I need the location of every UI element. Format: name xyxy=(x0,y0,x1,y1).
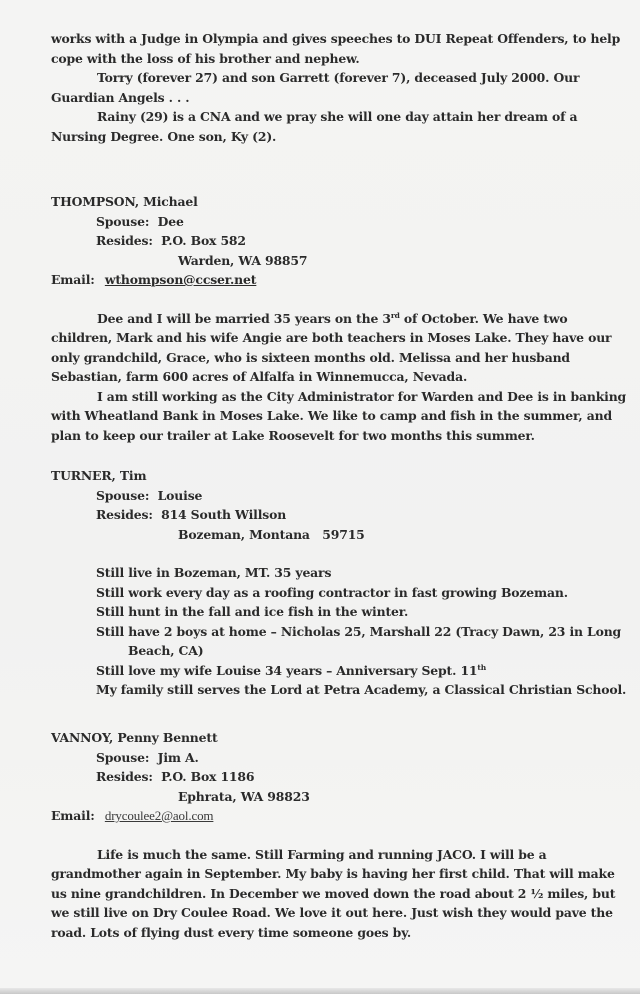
list-item: Still live in Bozeman, MT. 35 years xyxy=(96,565,332,580)
entry-name: THOMPSON, Michael xyxy=(51,194,198,209)
email-link[interactable]: drycoulee2@aol.com xyxy=(104,808,214,823)
entry-turner xyxy=(51,466,631,700)
email-label: Email: xyxy=(51,808,95,823)
body-paragraph: I am still working as the City Administrator for Warden and Dee is in banking with Wheatland Bank in Moses Lake. We like to camp and fish in the summer, and plan to keep our trailer at Lake Roosevelt for two months this summer. xyxy=(51,388,627,443)
list-item: Still hunt in the fall and ice fish in the winter. xyxy=(96,604,409,619)
email-label: Email: xyxy=(51,272,95,287)
update-list xyxy=(96,563,631,700)
address-line1: P.O. Box 1186 xyxy=(161,769,255,784)
intro-paragraph: works with a Judge in Olympia and gives speeches to DUI Repeat Offenders, to help cope with the loss of his brother and nephew. xyxy=(51,31,621,66)
spouse-label: Spouse: xyxy=(96,213,150,229)
spouse-value: Louise xyxy=(157,487,203,503)
address-line1: 814 South Willson xyxy=(161,507,287,522)
intro-section xyxy=(51,29,631,146)
address-line2: Bozeman, Montana 59715 xyxy=(178,526,365,542)
page-bottom-edge xyxy=(0,988,640,994)
body-paragraph xyxy=(51,309,631,387)
address-line2: Ephrata, WA 98823 xyxy=(178,788,310,804)
address-line1: P.O. Box 582 xyxy=(161,233,246,248)
resides-label: Resides: xyxy=(96,507,153,522)
spouse-field xyxy=(96,748,631,768)
entry-thompson xyxy=(51,192,631,445)
spouse-value: Jim A. xyxy=(157,749,199,765)
resides-field xyxy=(96,505,631,525)
spouse-value: Dee xyxy=(157,213,184,229)
spouse-label: Spouse: xyxy=(96,749,150,765)
resides-field xyxy=(96,767,631,787)
list-item xyxy=(96,661,631,681)
email-link[interactable]: wthompson@ccser.net xyxy=(104,272,257,287)
list-item: Still have 2 boys at home – Nicholas 25, Marshall 22 (Tracy Dawn, 23 in Long Beach, CA) xyxy=(96,623,622,658)
resides-label: Resides: xyxy=(96,769,153,784)
paragraph-text: Dee and I will be married 35 years on the 3 xyxy=(97,310,391,326)
ordinal-suffix: rd xyxy=(390,310,400,320)
paragraph-text: of October. We have two children, Mark and his wife Angie are both teachers in Moses Lake. They have our only grandchild, Grace, who is sixteen months old. Melissa and her husband Sebastian, farm 600 acres of Alfalfa in Winnemucca, Nevada. xyxy=(51,310,612,384)
entry-name: VANNOY, Penny Bennett xyxy=(51,730,218,745)
entry-vannoy xyxy=(51,728,631,942)
list-item-text: Still love my wife Louise 34 years – Anniversary Sept. 11 xyxy=(96,662,478,678)
address-line2: Warden, WA 98857 xyxy=(178,252,308,268)
spouse-field xyxy=(96,486,631,506)
intro-paragraph: Torry (forever 27) and son Garrett (forever 7), deceased July 2000. Our Guardian Angels . . . xyxy=(51,70,580,105)
spouse-field xyxy=(96,212,631,232)
list-item: My family still serves the Lord at Petra Academy, a Classical Christian School. xyxy=(96,682,627,697)
ordinal-suffix: th xyxy=(477,662,487,672)
email-field xyxy=(51,806,631,826)
body-paragraph: Life is much the same. Still Farming and running JACO. I will be a grandmother again in September. My baby is having her first child. That will make us nine grandchildren. In December we moved down the road about 2 ½ miles, but we still live on Dry Coulee Road. We love it out here. Just wish they would pave the road. Lots of flying dust every time someone goes by. xyxy=(51,846,616,940)
email-field xyxy=(51,270,631,290)
resides-label: Resides: xyxy=(96,233,153,248)
entry-name: TURNER, Tim xyxy=(51,468,147,483)
intro-paragraph: Rainy (29) is a CNA and we pray she will one day attain her dream of a Nursing Degree. One son, Ky (2). xyxy=(51,109,578,144)
list-item: Still work every day as a roofing contractor in fast growing Bozeman. xyxy=(96,584,568,600)
spouse-label: Spouse: xyxy=(96,487,150,503)
resides-field xyxy=(96,231,631,251)
